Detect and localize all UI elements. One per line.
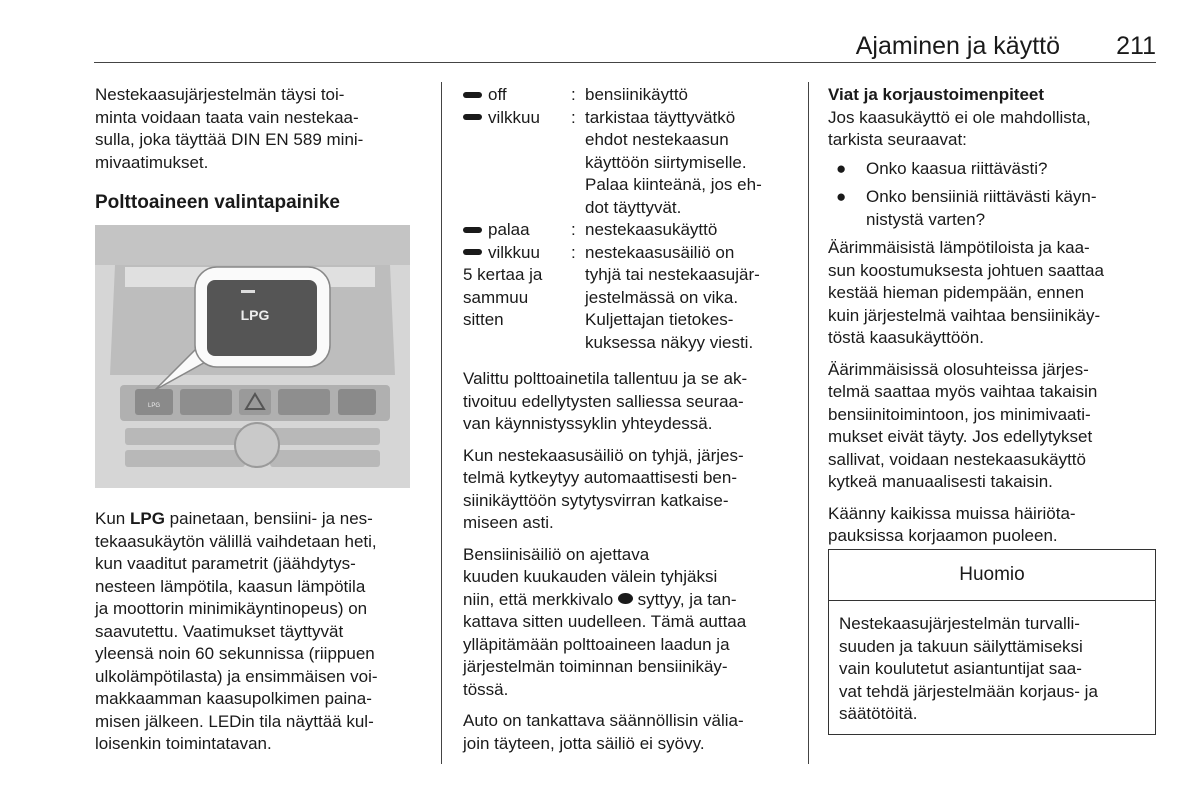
lpg-button-label: LPG [240,307,270,323]
column-2 [463,84,793,764]
column-divider-1 [441,82,442,764]
section-heading: Viat ja korjaustoimenpiteet [828,85,1045,104]
lpg-small-label: LPG [147,403,161,409]
page-header-title: Ajaminen ja käyttö [855,32,1060,60]
led-icon [463,114,482,120]
lpg-button-illustration [95,225,410,488]
paragraph: Äärimmäisistä lämpötiloista ja kaa- sun koostumuksesta johtuen saattaa kestää hieman pidempään, ennen kuin järjestelmä vaihtaa bensiinikäy- töstä kaasukäyttöön. [828,238,1104,347]
note-box [828,549,1156,735]
intro-paragraph: Nestekaasujärjestelmän täysi toi- minta voidaan taata vain nestekaa- sulla, joka täyttää DIN EN 589 mini- mivaatimukset. [95,85,364,172]
led-row-off: off : bensiinikäyttö [463,84,793,107]
note-title: Huomio [829,550,1155,601]
led-icon [463,249,482,255]
led-icon [463,227,482,233]
section-heading: Polttoaineen valintapainike [95,192,340,213]
led-row-blinking: vilkkuu : tarkistaa täyttyvätkö ehdot nestekaasun käyttöön siirtymiselle. Palaa kiinteänä, jos eh- dot täyttyvät. [463,107,793,220]
page-number: 211 [1116,32,1156,60]
column-1 [95,84,420,232]
lpg-label: LPG [129,509,165,528]
paragraph: Kun nestekaasusäiliö on tyhjä, järjes- telmä kytkeytyy automaattisesti ben- siinikäyttöön sytytysvirran katkaise- miseen asti. [463,445,744,532]
troubleshooting-intro: Viat ja korjaustoimenpiteet Jos kaasukäyttö ei ole mahdollista, tarkista seuraavat: [828,85,1091,149]
led-row-on: palaa : nestekaasukäyttö [463,219,793,242]
led-status-table [463,84,793,354]
led-icon [463,92,482,98]
lpg-paragraph: Kun LPG painetaan, bensiini- ja nes- tekaasukäytön välillä vaihdetaan heti, kun vaaditut parametrit (jäähdytys- nesteen lämpötila, kaasun lämpötila ja moottorin minimikäyntinopeus) on saavutettu. Vaatimukset täyttyvät yleensä noin 60 sekunnissa (riippuen ulkolämpötilasta) ja ensimmäisen voi- makkaamman kaasupolkimen paina- misen jälkeen. LEDin tila näyttää kul- loisenkin toimintatavan. [95,509,378,753]
column-divider-2 [808,82,809,764]
led-row-blink-5: vilkkuu 5 kertaa ja sammuu sitten : nestekaasusäiliö on tyhjä tai nestekaasujär- jestelmässä on vika. Kuljettajan tietokes- kuksessa näkyy viesti. [463,242,760,352]
paragraph: Auto on tankattava säännöllisin välia- join täyteen, jotta säiliö ei syövy. [463,711,744,753]
paragraph: Bensiinisäiliö on ajettava kuuden kuukauden välein tyhjäksi niin, että merkkivalo syttyy, ja tan- kattava sitten uudelleen. Tämä auttaa ylläpitämään polttoaineen laadun ja järjestelmän toiminnan bensiinikäy- tössä. [463,544,747,699]
paragraph: Käänny kaikissa muissa häiriöta- pauksissa korjaamon puoleen. [828,503,1076,545]
bullet-item: ● Onko bensiiniä riittävästi käyn- nistystä varten? [836,187,1097,229]
header-rule [94,62,1156,63]
indicator-light-icon [618,593,633,604]
note-body: Nestekaasujärjestelmän turvalli- suuden ja takuun säilyttämiseksi vain koulutetut asiantuntijat saa- vat tehdä järjestelmään korjaus- ja säätötöitä. [839,614,1098,723]
bullet-item: ● Onko kaasua riittävästi? [836,158,1048,178]
paragraph: Valittu polttoainetila tallentuu ja se ak- tivoituu edellytysten salliessa seuraa- van käynnistyssyklin yhteydessä. [463,369,748,433]
column-3 [828,84,1158,557]
paragraph: Äärimmäisissä olosuhteissa järjes- telmä saattaa myös vaihtaa takaisin bensiinitoimintoon, jos minimivaati- mukset eivät täyty. Jos edellytykset sallivat, voidaan nestekaasukäyttö kytkeä manuaalisesti takaisin. [828,359,1098,491]
